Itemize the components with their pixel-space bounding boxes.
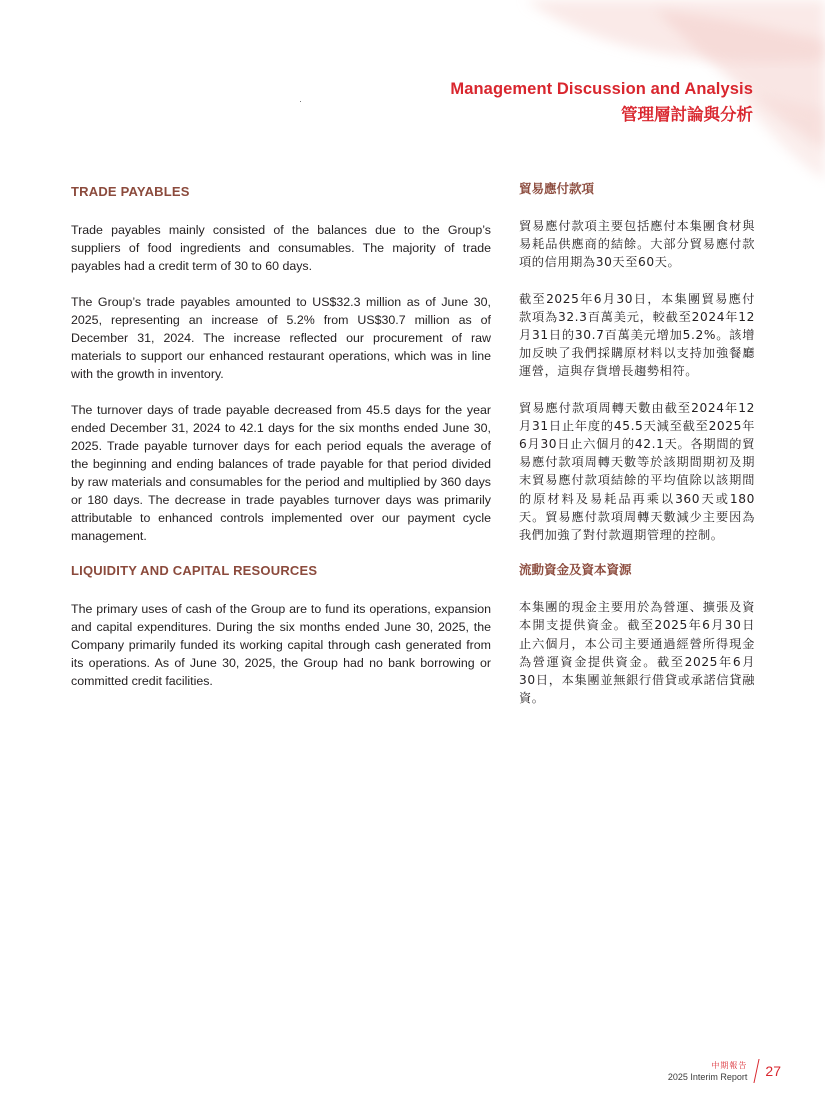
- heading-liquidity-zh: 流動資金及資本資源: [519, 562, 632, 578]
- heading-liquidity-en: LIQUIDITY AND CAPITAL RESOURCES: [71, 563, 318, 578]
- heading-trade-payables-en: TRADE PAYABLES: [71, 184, 190, 199]
- paragraph-zh: 貿易應付款項主要包括應付本集團食材與易耗品供應商的結餘。大部分貿易應付款項的信用期為30天至60天。: [519, 219, 755, 270]
- english-column: [71, 184, 491, 708]
- footer-report-zh: 中期報告: [711, 1060, 748, 1070]
- page-header: [450, 79, 753, 127]
- chinese-column: [519, 181, 755, 725]
- heading-trade-payables-zh: 貿易應付款項: [519, 181, 595, 196]
- footer-report-en: 2025 Interim Report: [667, 1071, 748, 1082]
- paragraph-zh: 貿易應付款項周轉天數由截至2024年12月31日止年度的45.5天減至截至2025年6月30日止六個月的42.1天。各期間的貿易應付款項周轉天數等於該期間期初及期末貿易應付款項結餘的平均值除以該期間的原材料及易耗品再乘以360天或180天。貿易應付款項周轉天數減少主要因為我們加強了對付款週期管理的控制。: [519, 400, 755, 543]
- paragraph-zh: 截至2025年6月30日，本集團貿易應付款項為32.3百萬美元，較截至2024年12月31日的30.7百萬美元增加5.2%。該增加反映了我們採購原材料以支持加強餐廳運營，這與存貨增長趨勢相符。: [519, 291, 755, 379]
- paragraph-en: The turnover days of trade payable decreased from 45.5 days for the year ended December 31, 2024 to 42.1 days for the six months ended June 30, 2025. Trade payable turnover days for each period equals the average of the beginning and ending balances of trade payable for that period divided by raw materials and consumables for the period and multiplied by 360 days or 180 days. The decrease in trade payables turnover days was primarily attributable to enhanced controls implemented over our payment cycle management.: [71, 403, 491, 543]
- paragraph-en: The primary uses of cash of the Group are to fund its operations, expansion and capital expenditures. During the six months ended June 30, 2025, the Company primarily funded its working capital through cash generated from its operations. As of June 30, 2025, the Group had no bank borrowing or committed credit facilities.: [71, 602, 491, 688]
- paragraph-zh: 本集團的現金主要用於為營運、擴張及資本開支提供資金。截至2025年6月30日止六個月，本公司主要通過經營所得現金為營運資金提供資金。截至2025年6月30日，本集團並無銀行借貸或承諾信貸融資。: [519, 600, 755, 706]
- header-title-en: Management Discussion and Analysis: [450, 80, 753, 98]
- footer-divider: [754, 1059, 760, 1083]
- paragraph-en: The Group’s trade payables amounted to US$32.3 million as of June 30, 2025, representing an increase of 5.2% from US$30.7 million as of December 31, 2024. The increase reflected our procurement of raw materials to support our enhanced restaurant operations, which was in line with the growth in inventory.: [71, 295, 491, 381]
- page-number: 27: [765, 1063, 781, 1079]
- footer-report-label: [668, 1060, 748, 1083]
- paragraph-en: Trade payables mainly consisted of the balances due to the Group’s suppliers of food ingredients and consumables. The majority of trade payables had a credit term of 30 to 60 days.: [71, 223, 491, 273]
- stray-dot: [300, 101, 301, 102]
- header-title-zh: 管理層討論與分析: [621, 105, 753, 124]
- page-footer: [668, 1057, 781, 1085]
